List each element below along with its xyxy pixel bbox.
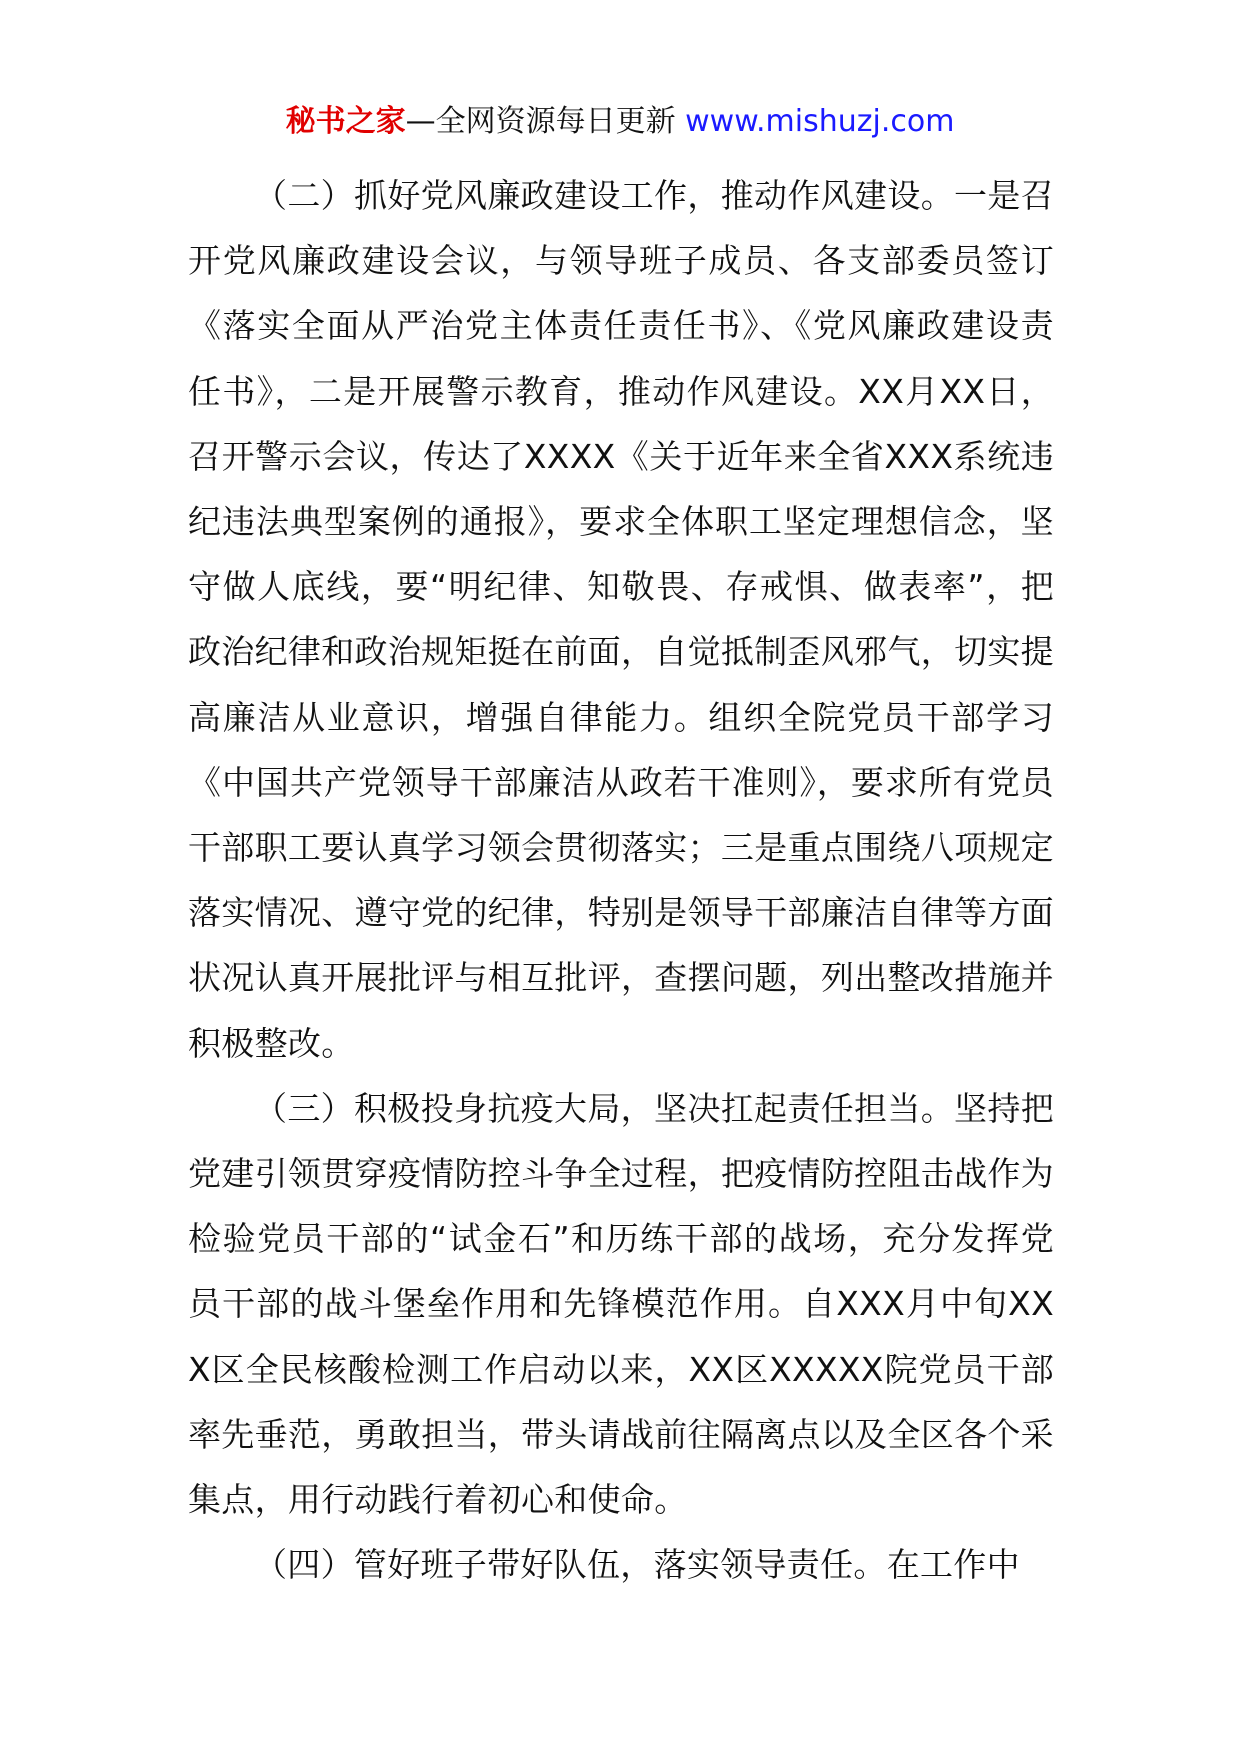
page-header [0, 100, 1240, 144]
paragraph-section-3: （三）积极投身抗疫大局，坚决扛起责任担当。坚持把党建引领贯穿疫情防控斗争全过程，把疫情防控阻击战作为检验党员干部的“试金石”和历练干部的战场，充分发挥党员干部的战斗堡垒作用和先锋模范作用。自XXX月中旬XXX区全民核酸检测工作启动以来，XX区XXXXX院党员干部率先垂范，勇敢担当，带头请战前往隔离点以及全区各个采集点，用行动践行着初心和使命。 [188, 1088, 1054, 1520]
site-slogan: —全网资源每日更新 [405, 104, 686, 139]
site-url-link[interactable]: www.mishuzj.com [685, 104, 955, 139]
site-brand: 秘书之家 [285, 104, 406, 139]
document-body [188, 163, 1054, 1597]
paragraph-section-2: （二）抓好党风廉政建设工作，推动作风建设。一是召开党风廉政建设会议，与领导班子成员、各支部委员签订《落实全面从严治党主体责任责任书》、《党风廉政建设责任书》，二是开展警示教育，推动作风建设。XX月XX日，召开警示会议，传达了XXXX《关于近年来全省XXX系统违纪违法典型案例的通报》，要求全体职工坚定理想信念，坚守做人底线，要“明纪律、知敬畏、存戒惧、做表率”，把政治纪律和政治规矩挺在前面，自觉抵制歪风邪气，切实提高廉洁从业意识，增强自律能力。组织全院党员干部学习《中国共产党领导干部廉洁从政若干准则》，要求所有党员干部职工要认真学习领会贯彻落实；三是重点围绕八项规定落实情况、遵守党的纪律，特别是领导干部廉洁自律等方面状况认真开展批评与相互批评，查摆问题，列出整改措施并积极整改。 [188, 176, 1054, 1063]
paragraph-section-4: （四）管好班子带好队伍，落实领导责任。在工作中 [254, 1545, 1020, 1585]
